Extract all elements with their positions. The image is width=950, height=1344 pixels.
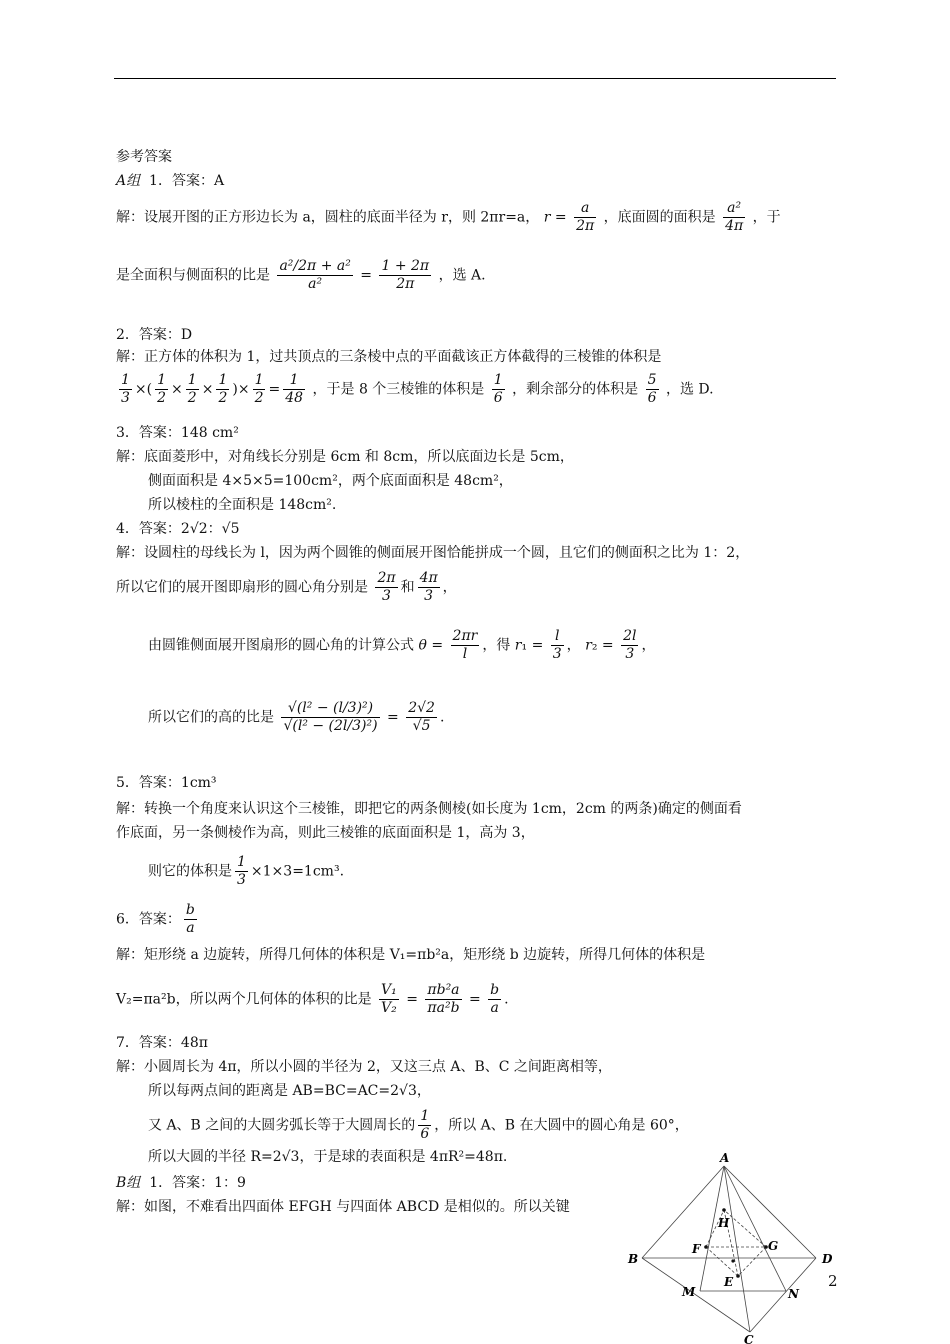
- q4-solution-line2: 所以它们的展开图即扇形的圆心角分别是 $\frac{2\pi}{3}$ 和 $\frac{4\pi}{3}$ ，: [116, 570, 457, 604]
- q7-solution-line4: 所以大圆的半径 R=2√3，于是球的表面积是 4πR²=48π.: [148, 1149, 508, 1165]
- q3-solution-line1: 解：底面菱形中，对角线长分别是 6cm 和 8cm，所以底面边长是 5cm，: [116, 449, 574, 465]
- edge-ge: [738, 1247, 766, 1276]
- edge-dc: [750, 1258, 816, 1332]
- q4-solution-line3: 由圆锥侧面展开图扇形的圆心角的计算公式 θ = $\frac{2\pi r}{l}$ ，得 r₁ = $\frac{l}{3}$ ， r₂ = $\frac{2l}{3}$ ，: [148, 628, 656, 662]
- edge-ab: [642, 1166, 724, 1258]
- q4-solution-line4: 所以它们的高的比是 $\frac{\text{√(l² − (l/3)²)}}{\text{√(l² − (2l/3)²)}}$ = $\frac{2√2}{√5}$ .: [148, 700, 445, 734]
- tetrahedron-figure: [620, 1148, 833, 1344]
- q1-solution-line1: 解：设展开图的正方形边长为 a，圆柱的底面半径为 r，则 2πr=a， r = $\frac{a}{2\pi}$ ，底面圆的面积是 $\frac{\text{a²}}{4\pi}$ ，于: [116, 200, 781, 234]
- q3-answer: 3．答案：148 cm²: [116, 425, 239, 441]
- group-a-q1-answer: A组 1．答案：A: [116, 173, 225, 189]
- q2-solution-line1: 解：正方体的体积为 1，过共顶点的三条棱中点的平面截该正方体截得的三棱锥的体积是: [116, 349, 662, 365]
- q3-solution-line3: 所以棱柱的全面积是 148cm².: [148, 497, 337, 513]
- q3-solution-line2: 侧面面积是 4×5×5=100cm²，两个底面面积是 48cm²，: [148, 473, 513, 489]
- q6-solution-line2: V₂=πa²b，所以两个几何体的体积的比是 $\frac{\text{V₁}}{\text{V₂}}$ = $\frac{\text{πb²a}}{\text{πa²b}}$ = $\frac{b}{a}$ .: [116, 982, 509, 1016]
- q6-answer: 6．答案： $\frac{b}{a}$: [116, 902, 195, 936]
- label-a: A: [720, 1151, 730, 1165]
- label-n: N: [788, 1287, 799, 1301]
- header-rule: [114, 78, 836, 79]
- label-m: M: [682, 1285, 696, 1299]
- q7-solution-line1: 解：小圆周长为 4π，所以小圆的半径为 2，又这三点 A、B、C 之间距离相等，: [116, 1059, 612, 1075]
- q4-answer: 4．答案：2√2：√5: [116, 521, 240, 537]
- q2-answer: 2．答案：D: [116, 327, 193, 343]
- q7-solution-line3: 又 A、B 之间的大圆劣弧长等于大圆周长的 $\frac{1}{6}$ ，所以 A、B 在大圆中的圆心角是 60°，: [148, 1108, 689, 1142]
- q7-answer: 7．答案：48π: [116, 1035, 208, 1051]
- q2-solution-line2: $\frac{1}{3}$ ×( $\frac{1}{2}$ × $\frac{1}{2}$ × $\frac{1}{2}$ )× $\frac{1}{2}$ = $\frac{1}{48}$ ，于是 8 个三棱锥的体积是 $\frac{1}{6}$ ，剩余部分的体积是 $\frac{5}{6}$ ，选 D.: [121, 372, 714, 406]
- label-e: E: [724, 1275, 734, 1289]
- label-c: C: [744, 1333, 754, 1344]
- label-b: B: [628, 1252, 639, 1266]
- edge-bc: [642, 1258, 750, 1332]
- q5-solution-line1: 解：转换一个角度来认识这个三棱锥，即把它的两条侧棱(如长度为 1cm，2cm 的两条)确定的侧面看: [116, 801, 742, 817]
- label-g: G: [768, 1239, 779, 1253]
- q7-solution-line2: 所以每两点间的距离是 AB=BC=AC=2√3，: [148, 1083, 431, 1099]
- q5-solution-line3: 则它的体积是 $\frac{1}{3}$ ×1×3=1cm³.: [148, 854, 345, 888]
- label-f: F: [692, 1242, 701, 1256]
- heading: 参考答案: [116, 149, 172, 165]
- q6-solution-line1: 解：矩形绕 a 边旋转，所得几何体的体积是 V₁=πb²a，矩形绕 b 边旋转，所得几何体的体积是: [116, 947, 706, 963]
- label-d: D: [822, 1252, 833, 1266]
- q5-answer: 5．答案：1cm³: [116, 775, 217, 791]
- q4-solution-line1: 解：设圆柱的母线长为 l，因为两个圆锥的侧面展开图恰能拼成一个圆，且它们的侧面积之比为 1：2，: [116, 545, 750, 561]
- page-number: 2: [828, 1272, 838, 1290]
- edge-ac: [724, 1166, 750, 1332]
- b1-solution-line1: 解：如图，不难看出四面体 EFGH 与四面体 ABCD 是相似的。所以关键: [116, 1199, 570, 1215]
- group-b-q1-answer: B组 1．答案：1：9: [116, 1175, 246, 1191]
- label-h: H: [718, 1216, 730, 1230]
- q5-solution-line2: 作底面，另一条侧棱作为高，则此三棱锥的底面面积是 1，高为 3，: [116, 825, 535, 841]
- q1-solution-line2: 是全面积与侧面积的比是 $\frac{\text{a²/2π + a²}}{\text{a²}}$ = $\frac{1 + 2\pi}{2\pi}$ ，选 A.: [116, 258, 486, 292]
